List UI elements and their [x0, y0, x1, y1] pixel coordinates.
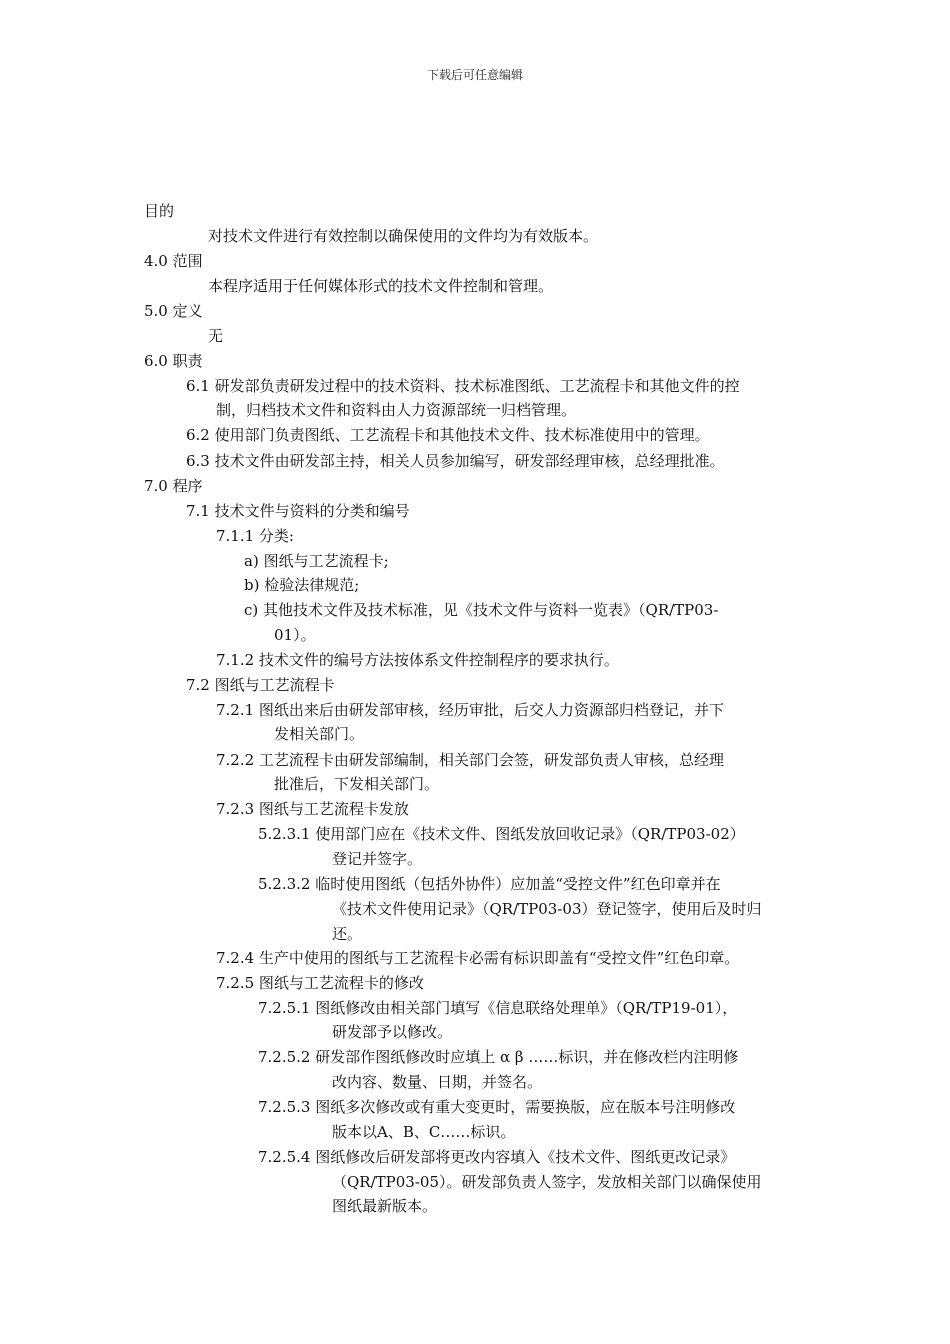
item-5-2-3-2-cont2: 还。	[332, 925, 363, 943]
item-7-1-1: 7.1.1 分类:	[216, 527, 294, 545]
item-7-1-1-c-cont: 01）。	[274, 626, 316, 644]
item-6-2: 6.2 使用部门负责图纸、工艺流程卡和其他技术文件、技术标准使用中的管理。	[186, 426, 710, 444]
item-5-2-3-2: 5.2.3.2 临时使用图纸（包括外协件）应加盖“受控文件”红色印章并在	[258, 875, 721, 893]
item-7-2-5-4: 7.2.5.4 图纸修改后研发部将更改内容填入《技术文件、图纸更改记录》	[258, 1148, 736, 1166]
item-5-2-3-1-cont: 登记并签字。	[332, 850, 423, 868]
item-7-2-2-cont: 批准后，下发相关部门。	[274, 775, 440, 793]
item-5-2-3-1: 5.2.3.1 使用部门应在《技术文件、图纸发放回收记录》（QR/TP03-02）	[258, 825, 745, 843]
section-procedure-heading: 7.0 程序	[144, 477, 203, 495]
item-7-1-2: 7.1.2 技术文件的编号方法按体系文件控制程序的要求执行。	[216, 651, 619, 669]
item-7-2: 7.2 图纸与工艺流程卡	[186, 676, 335, 694]
item-7-2-3: 7.2.3 图纸与工艺流程卡发放	[216, 800, 409, 818]
section-scope-heading: 4.0 范围	[144, 252, 203, 270]
section-purpose-heading: 目的	[144, 202, 175, 220]
item-7-2-2: 7.2.2 工艺流程卡由研发部编制，相关部门会签，研发部负责人审核，总经理	[216, 751, 724, 769]
definition-text: 无	[208, 327, 224, 345]
scope-text: 本程序适用于任何媒体形式的技术文件控制和管理。	[208, 277, 554, 295]
item-7-2-5: 7.2.5 图纸与工艺流程卡的修改	[216, 974, 424, 992]
item-7-2-5-4-cont: （QR/TP03-05）。研发部负责人签字，发放相关部门以确保使用	[332, 1173, 762, 1191]
item-7-2-5-2-cont: 改内容、数量、日期，并签名。	[332, 1073, 543, 1091]
item-7-2-5-4-cont2: 图纸最新版本。	[332, 1197, 438, 1215]
item-7-2-1: 7.2.1 图纸出来后由研发部审核，经历审批，后交人力资源部归档登记，并下	[216, 701, 724, 719]
item-7-1-1-c: c) 其他技术文件及技术标准，见《技术文件与资料一览表》（QR/TP03-	[244, 601, 719, 619]
section-responsibility-heading: 6.0 职责	[144, 352, 203, 370]
item-7-2-5-3: 7.2.5.3 图纸多次修改或有重大变更时，需要换版，应在版本号注明修改	[258, 1098, 736, 1116]
item-6-1-cont: 制，归档技术文件和资料由人力资源部统一归档管理。	[216, 401, 577, 419]
item-7-2-1-cont: 发相关部门。	[274, 725, 365, 743]
item-7-2-5-2: 7.2.5.2 研发部作图纸修改时应填上 α β ……标识，并在修改栏内注明修	[258, 1048, 739, 1066]
item-7-2-5-1-cont: 研发部予以修改。	[332, 1023, 453, 1041]
item-7-2-4: 7.2.4 生产中使用的图纸与工艺流程卡必需有标识即盖有“受控文件”红色印章。	[216, 949, 740, 967]
page-header: 下载后可任意编辑	[426, 68, 523, 82]
purpose-text: 对技术文件进行有效控制以确保使用的文件均为有效版本。	[208, 227, 599, 245]
section-definition-heading: 5.0 定义	[144, 302, 203, 320]
item-7-2-5-3-cont: 版本以A、B、C……标识。	[332, 1123, 516, 1141]
item-5-2-3-2-cont: 《技术文件使用记录》（QR/TP03-03）登记签字，使用后及时归	[332, 900, 762, 918]
item-6-3: 6.3 技术文件由研发部主持，相关人员参加编写，研发部经理审核，总经理批准。	[186, 452, 725, 470]
item-6-1: 6.1 研发部负责研发过程中的技术资料、技术标准图纸、工艺流程卡和其他文件的控	[186, 377, 740, 395]
item-7-1: 7.1 技术文件与资料的分类和编号	[186, 502, 410, 520]
item-7-1-1-b: b) 检验法律规范;	[244, 576, 360, 594]
item-7-2-5-1: 7.2.5.1 图纸修改由相关部门填写《信息联络处理单》（QR/TP19-01），	[258, 999, 738, 1017]
item-7-1-1-a: a) 图纸与工艺流程卡;	[244, 552, 389, 570]
